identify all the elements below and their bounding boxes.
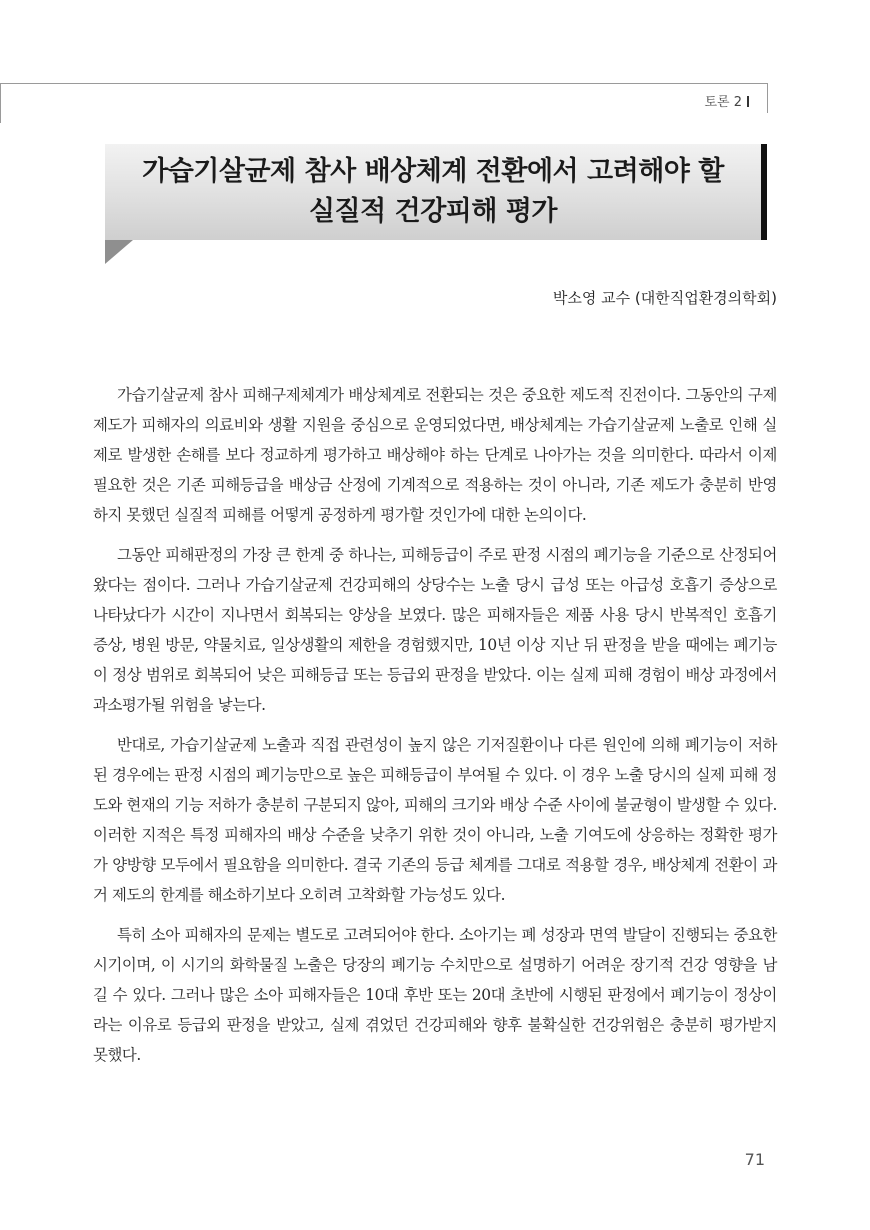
- title-accent-bar: [761, 144, 767, 240]
- header-rule: [0, 83, 768, 84]
- header-right-tick: [767, 83, 768, 113]
- title-line-1: 가습기살균제 참사 배상체계 전환에서 고려해야 할: [142, 156, 724, 187]
- page-number: 71: [744, 1150, 765, 1169]
- title-line-2: 실질적 건강피해 평가: [308, 196, 558, 227]
- section-divider: [747, 96, 749, 107]
- header-left-tick: [0, 83, 1, 123]
- section-label: 토론 2: [704, 95, 742, 110]
- paragraph-3: 반대로, 가습기살균제 노출과 직접 관련성이 높지 않은 기저질환이나 다른 원인에 의해 폐기능이 저하된 경우에는 판정 시점의 폐기능만으로 높은 피해등급이 부여될 수 있다. 이 경우 노출 당시의 실제 피해 정도와 현재의 기능 저하가 충분히 구분되지 않아, 피해의 크기와 배상 수준 사이에 불균형이 발생할 수 있다. 이러한 지적은 특정 피해자의 배상 수준을 낮추기 위한 것이 아니라, 노출 기여도에 상응하는 정확한 평가가 양방향 모두에서 필요함을 의미한다. 결국 기존의 등급 체계를 그대로 적용할 경우, 배상체계 전환이 과거 제도의 한계를 해소하기보다 오히려 고착화할 가능성도 있다.: [93, 736, 777, 904]
- paragraph-4: 특히 소아 피해자의 문제는 별도로 고려되어야 한다. 소아기는 폐 성장과 면역 발달이 진행되는 중요한 시기이며, 이 시기의 화학물질 노출은 당장의 폐기능 수치만으로 설명하기 어려운 장기적 건강 영향을 남길 수 있다. 그러나 많은 소아 피해자들은 10대 후반 또는 20대 초반에 시행된 판정에서 폐기능이 정상이라는 이유로 등급외 판정을 받았고, 실제 겪었던 건강피해와 향후 불확실한 건강위험은 충분히 평가받지 못했다.: [93, 926, 777, 1064]
- page-title: [105, 152, 761, 232]
- paragraph-2: 그동안 피해판정의 가장 큰 한계 중 하나는, 피해등급이 주로 판정 시점의 폐기능을 기준으로 산정되어 왔다는 점이다. 그러나 가습기살균제 건강피해의 상당수는 노출 당시 급성 또는 아급성 호흡기 증상으로 나타났다가 시간이 지나면서 회복되는 양상을 보였다. 많은 피해자들은 제품 사용 당시 반복적인 호흡기 증상, 병원 방문, 약물치료, 일상생활의 제한을 경험했지만, 10년 이상 지난 뒤 판정을 받을 때에는 폐기능이 정상 범위로 회복되어 낮은 피해등급 또는 등급외 판정을 받았다. 이는 실제 피해 경험이 배상 과정에서 과소평가될 위험을 낳는다.: [93, 546, 777, 714]
- paragraph-1: 가습기살균제 참사 피해구제체계가 배상체계로 전환되는 것은 중요한 제도적 진전이다. 그동안의 구제제도가 피해자의 의료비와 생활 지원을 중심으로 운영되었다면, 배상체계는 가습기살균제 노출로 인해 실제로 발생한 손해를 보다 정교하게 평가하고 배상해야 하는 단계로 나아가는 것을 의미한다. 따라서 이제 필요한 것은 기존 피해등급을 배상금 산정에 기계적으로 적용하는 것이 아니라, 기존 제도가 충분히 반영하지 못했던 실질적 피해를 어떻게 공정하게 평가할 것인가에 대한 논의이다.: [93, 386, 777, 524]
- author-line: 박소영 교수 (대한직업환경의학회): [552, 289, 777, 307]
- article-body: [93, 380, 777, 1080]
- title-fold-tab: [105, 240, 133, 264]
